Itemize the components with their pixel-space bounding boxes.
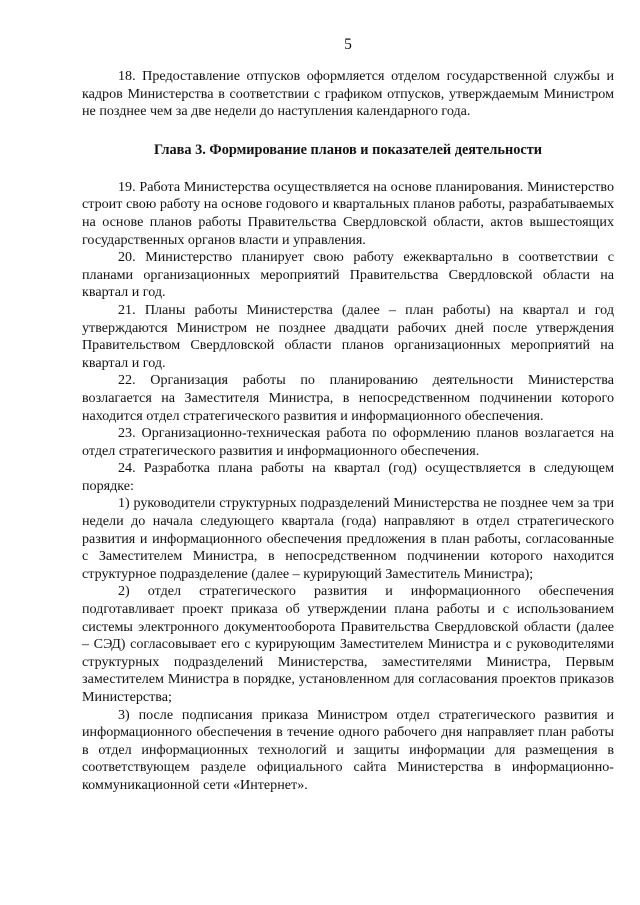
document-page (82, 36, 614, 795)
paragraph-20: 20. Министерство планирует свою работу ежеквартально в соответствии с планами организационных мероприятий Правительства Свердловской области на квартал и год. (82, 249, 614, 301)
paragraph-19: 19. Работа Министерства осуществляется на основе планирования. Министерство строит свою работу на основе годового и квартальных планов работы, разрабатываемых на основе планов работы Правительства Свердловской области, актов вышестоящих государственных органов власти и управления. (82, 178, 614, 248)
paragraph-24: 24. Разработка плана работы на квартал (год) осуществляется в следующем порядке: (82, 460, 614, 494)
list-item-3: 3) после подписания приказа Министром отдел стратегического развития и информационного обеспечения в течение одного рабочего дня направляет план работы в отдел информационных технологий и защиты информации для размещения в соответствующем разделе официального сайта Министерства в информационно-коммуникационной сети «Интернет». (82, 706, 614, 793)
paragraph-18: 18. Предоставление отпусков оформляется отделом государственной службы и кадров Министерства в соответствии с графиком отпусков, утверждаемым Министром не позднее чем за две недели до наступления календарного года. (82, 68, 614, 120)
paragraph-21: 21. Планы работы Министерства (далее – план работы) на квартал и год утверждаются Министром не позднее двадцати рабочих дней после утверждения Правительством Свердловской области планов организационных мероприятий на квартал и год. (82, 301, 614, 371)
paragraph-23: 23. Организационно-техническая работа по оформлению планов возлагается на отдел стратегического развития и информационного обеспечения. (82, 425, 614, 459)
paragraph-22: 22. Организация работы по планированию деятельности Министерства возлагается на Заместителя Министра, в непосредственном подчинении которого находится отдел стратегического развития и информационного обеспечения. (82, 372, 614, 424)
list-item-1: 1) руководители структурных подразделений Министерства не позднее чем за три недели до начала следующего квартала (года) направляют в отдел стратегического развития и информационного обеспечения предложения в план работы, согласованные с Заместителем Министра, в непосредственном подчинении которого находится структурное подразделение (далее – курирующий Заместитель Министра); (82, 495, 614, 582)
chapter-title: Глава 3. Формирование планов и показателей деятельности (154, 141, 542, 158)
list-item-2: 2) отдел стратегического развития и информационного обеспечения подготавливает проект приказа об утверждении плана работы и с использованием системы электронного документооборота Правительства Свердловской области (далее – СЭД) согласовывает его с курирующим Заместителем Министра и с руководителями структурных подразделений Министерства, заместителями Министра, Первым заместителем Министра в порядке, установленном для согласования проектов приказов Министерства; (82, 583, 614, 705)
page-number: 5 (344, 36, 352, 53)
